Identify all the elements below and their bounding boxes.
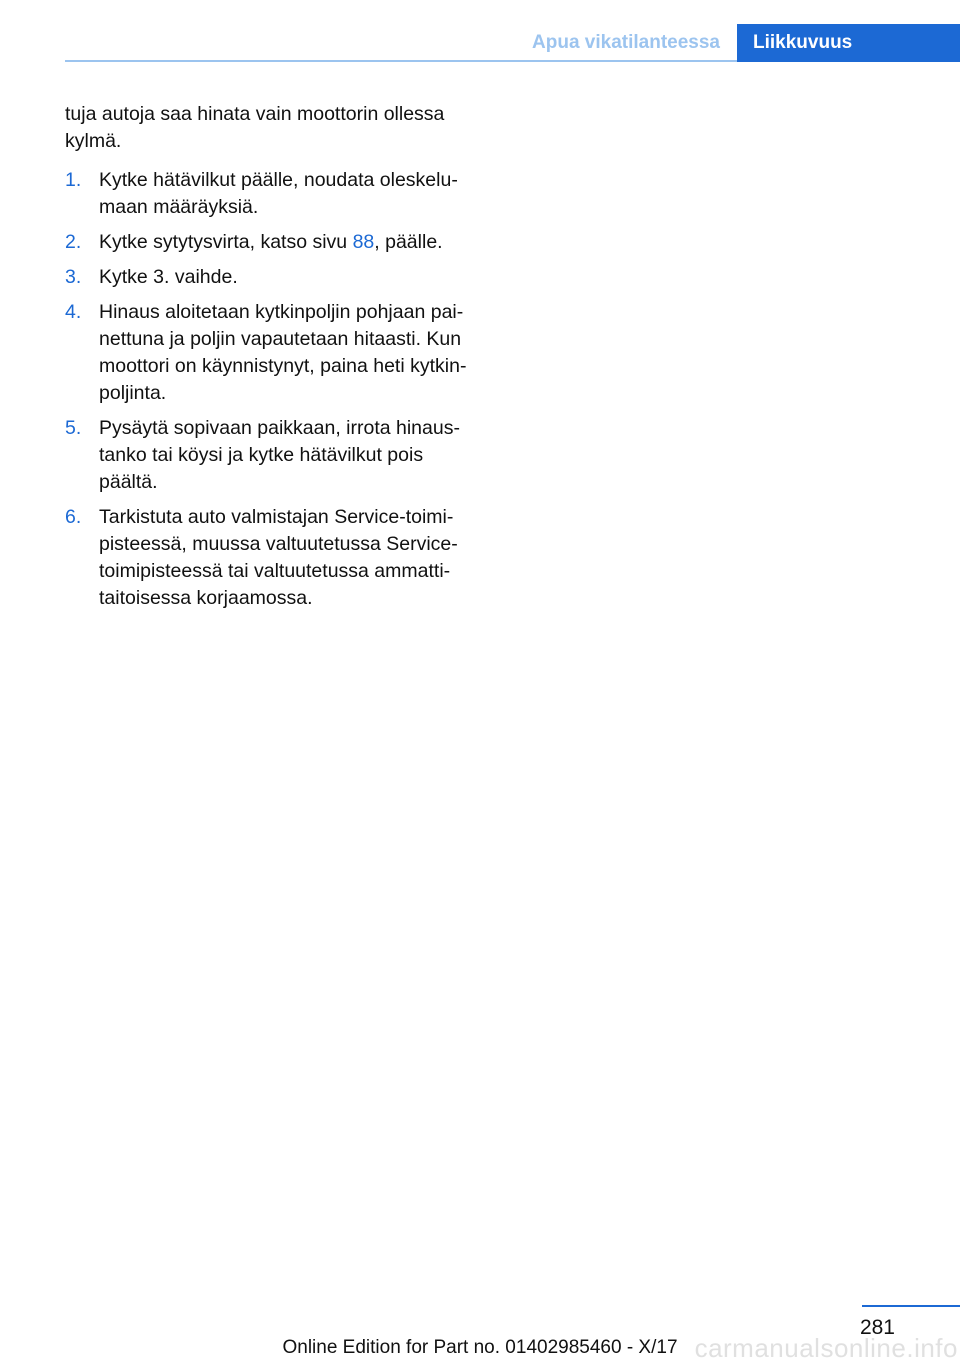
step-text: Hinaus aloitetaan kytkinpoljin pohjaan painettuna ja poljin vapautetaan hitaasti. Kun moottori on käynnistynyt, paina heti kytkinpoljinta. <box>99 301 467 404</box>
edition-notice: Online Edition for Part no. 01402985460 - X/17 <box>282 1337 678 1358</box>
step-number: 6. <box>65 506 82 528</box>
list-item <box>65 299 485 407</box>
header-chapter-tab: Liikkuvuus <box>737 24 960 62</box>
step-text: Tarkistuta auto valmistajan Service-toimipisteessä, muussa valtuutetussa Service-toimipisteessä tai valtuutetussa ammattitaitoisessa korjaamossa. <box>99 506 458 609</box>
header-section-title: Apua vikatilanteessa <box>532 32 720 53</box>
step-number: 1. <box>65 169 82 191</box>
main-content <box>65 101 485 620</box>
step-number: 3. <box>65 266 82 288</box>
footer-rule <box>862 1305 960 1307</box>
watermark: carmanualsonline.info <box>694 1333 958 1363</box>
intro-paragraph: tuja autoja saa hinata vain moottorin ollessa kylmä. <box>65 103 445 152</box>
page-number: 281 <box>859 1316 895 1339</box>
step-number: 4. <box>65 301 82 323</box>
step-text-after: , päälle. <box>374 231 443 253</box>
step-text <box>99 229 485 256</box>
step-text: Kytke hätävilkut päälle, noudata oleskelumaan määräyksiä. <box>99 169 458 218</box>
list-item <box>65 264 485 291</box>
page-header <box>0 0 960 62</box>
list-item <box>65 167 485 221</box>
step-text: Pysäytä sopivaan paikkaan, irrota hinaustanko tai köysi ja kytke hätävilkut pois päältä. <box>99 417 460 493</box>
step-number: 2. <box>65 231 82 253</box>
step-text: Kytke 3. vaihde. <box>99 266 238 288</box>
list-item <box>65 415 485 496</box>
list-item <box>65 229 485 256</box>
step-number: 5. <box>65 417 82 439</box>
steps-list <box>65 167 485 612</box>
step-text-before: Kytke sytytysvirta, katso sivu <box>99 231 353 253</box>
page-reference-link[interactable]: 88 <box>352 231 375 253</box>
list-item <box>65 504 485 612</box>
